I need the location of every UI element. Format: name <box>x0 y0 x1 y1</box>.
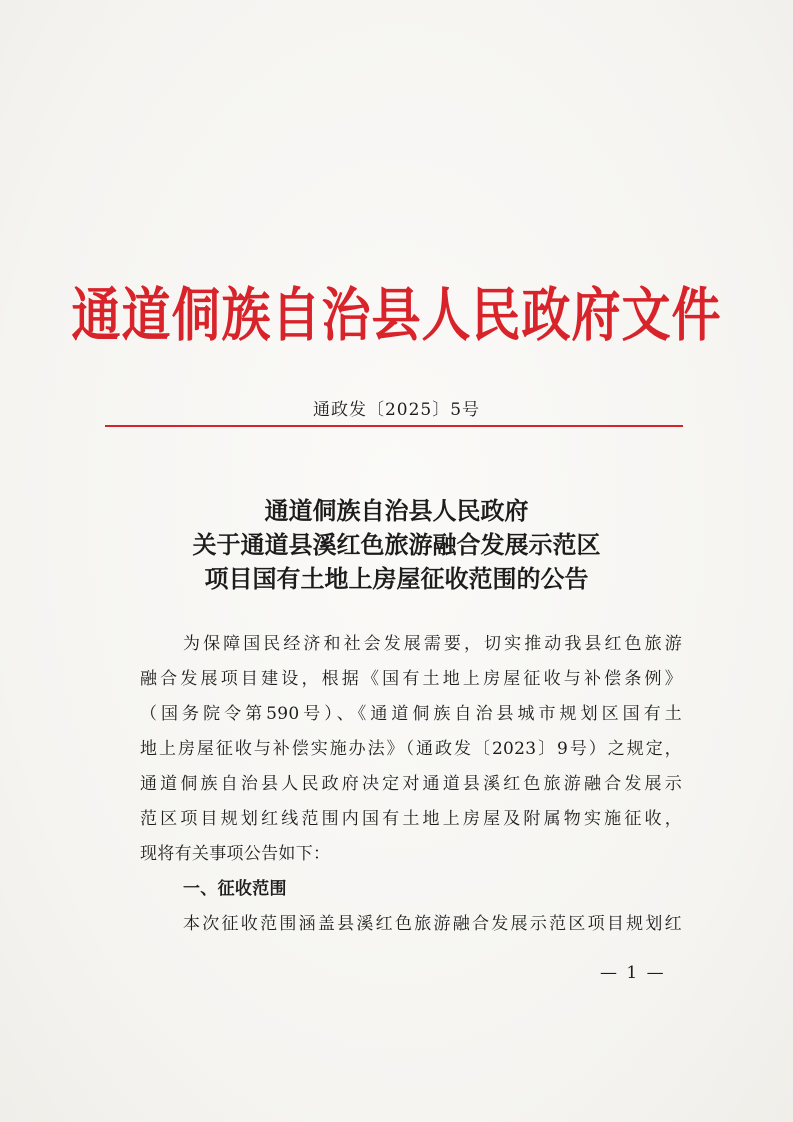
section-1-heading: 一、征收范围 <box>183 879 287 899</box>
title-line-3: 项目国有土地上房屋征收范围的公告 <box>204 564 589 593</box>
paragraph-1-line-6: 范区项目规划红线范围内国有土地上房屋及附属物实施征收， <box>140 809 682 829</box>
issuing-authority-title: 通道侗族自治县人民政府文件 <box>71 281 722 350</box>
announcement-title <box>60 494 733 596</box>
section-1-text: 本次征收范围涵盖县溪红色旅游融合发展示范区项目规划红 <box>183 914 682 934</box>
body-text <box>140 627 682 942</box>
paragraph-1-line-7: 现将有关事项公告如下： <box>140 844 331 864</box>
paragraph-1-line-5: 通道侗族自治县人民政府决定对通道县溪红色旅游融合发展示 <box>140 774 682 794</box>
paragraph-1-line-1: 为保障国民经济和社会发展需要，切实推动我县红色旅游 <box>183 634 682 654</box>
paragraph-1-line-4: 地上房屋征收与补偿实施办法》（通政发〔2023〕9号）之规定， <box>140 739 682 759</box>
red-separator-line <box>105 425 683 427</box>
title-line-2: 关于通道县溪红色旅游融合发展示范区 <box>192 530 601 559</box>
paragraph-1-line-2: 融合发展项目建设，根据《国有土地上房屋征收与补偿条例》 <box>140 669 682 689</box>
paragraph-1-line-3: （国务院令第590号）、《通道侗族自治县城市规划区国有土 <box>140 704 682 724</box>
document-number: 通政发〔2025〕5号 <box>312 400 481 420</box>
page-number: — 1 — <box>600 963 666 983</box>
title-line-1: 通道侗族自治县人民政府 <box>264 496 529 525</box>
